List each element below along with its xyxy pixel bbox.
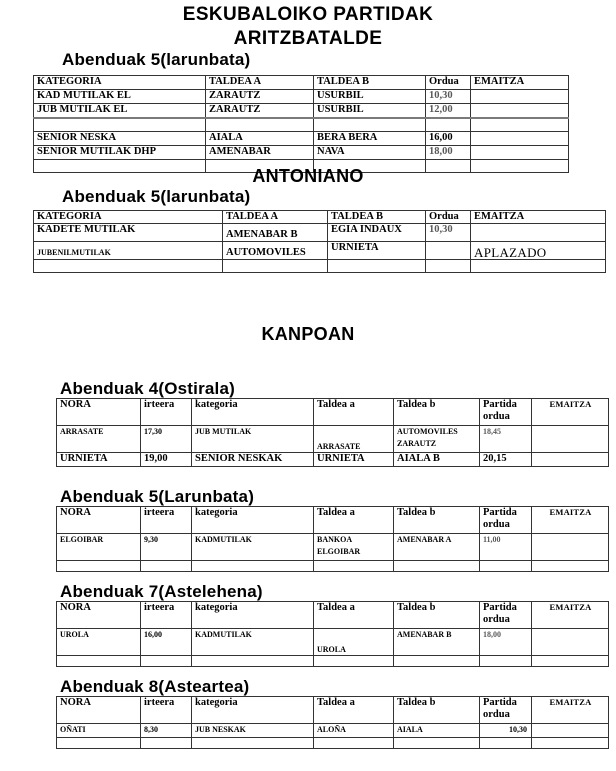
cell-emaitza [471, 90, 569, 104]
cell-taldea-a: AMENABAR [206, 146, 314, 160]
col-irteera: irteera [141, 507, 192, 534]
col-ordua: Ordua [426, 211, 471, 224]
cell-emaitza [471, 104, 569, 119]
table-spacer-row [34, 259, 606, 272]
table-row [34, 132, 569, 146]
col-kategoria: KATEGORIA [34, 211, 223, 224]
cell-taldea-a: AIALA [206, 132, 314, 146]
cell-taldea-a: BANKOA ELGOIBAR [314, 534, 394, 561]
cell-kategoria: JUB NESKAK [192, 724, 314, 738]
cell-taldea-a: ZARAUTZ [206, 90, 314, 104]
day-heading-aritzbatalde-abenduak5: Abenduak 5(larunbata) [62, 50, 251, 69]
col-kategoria: kategoria [192, 697, 314, 724]
cell-empty [328, 259, 426, 272]
table-row [57, 629, 609, 656]
cell-partida-ordua: 10,30 [480, 724, 532, 738]
day-heading-abenduak7: Abenduak 7(Astelehena) [60, 582, 263, 601]
cell-nora: OÑATI [57, 724, 141, 738]
col-taldea-b: TALDEA B [328, 211, 426, 224]
cell-ordua: 10,30 [426, 223, 471, 241]
cell-emaitza [532, 426, 609, 453]
cell-empty [532, 738, 609, 749]
cell-partida-ordua: 11,00 [480, 534, 532, 561]
cell-kategoria: JUB MUTILAK EL [34, 104, 206, 119]
cell-empty [480, 656, 532, 667]
document-title-line1: ESKUBALOIKO PARTIDAK [182, 4, 434, 25]
cell-ordua: 10,30 [426, 90, 471, 104]
table-row [34, 104, 569, 119]
cell-nora: ELGOIBAR [57, 534, 141, 561]
cell-empty [480, 738, 532, 749]
cell-empty [141, 561, 192, 572]
table-row [57, 453, 609, 467]
cell-empty [57, 656, 141, 667]
section-title-kanpoan: KANPOAN [261, 324, 355, 344]
away-table-abenduak4 [56, 398, 609, 467]
col-emaitza: EMAITZA [532, 399, 609, 426]
col-kategoria: kategoria [192, 602, 314, 629]
cell-kategoria: SENIOR MUTILAK DHP [34, 146, 206, 160]
cell-empty [394, 738, 480, 749]
cell-empty [192, 656, 314, 667]
day-heading-abenduak5-away: Abenduak 5(Larunbata) [60, 487, 255, 506]
col-taldea-b: Taldea b [394, 602, 480, 629]
table-header-row [34, 76, 569, 90]
cell-empty [141, 656, 192, 667]
col-nora: NORA [57, 507, 141, 534]
home-table-antoniano [33, 210, 606, 273]
venue-title-antoniano: ANTONIANO [252, 166, 364, 186]
day-heading-antoniano-abenduak5: Abenduak 5(larunbata) [62, 187, 251, 206]
cell-emaitza [532, 534, 609, 561]
document-page [0, 4, 616, 771]
cell-nora: UROLA [57, 629, 141, 656]
col-emaitza: EMAITZA [532, 602, 609, 629]
col-emaitza: EMAITZA [532, 507, 609, 534]
cell-emaitza [471, 223, 606, 241]
col-partida-ordua: Partida ordua [480, 399, 532, 426]
col-taldea-a: TALDEA A [206, 76, 314, 90]
col-irteera: irteera [141, 697, 192, 724]
away-table-abenduak5 [56, 506, 609, 572]
cell-emaitza [471, 132, 569, 146]
cell-kategoria: SENIOR NESKAK [192, 453, 314, 467]
col-emaitza: EMAITZA [532, 697, 609, 724]
table-row [34, 90, 569, 104]
cell-taldea-b: URNIETA [328, 241, 426, 259]
cell-taldea-b: AMENABAR A [394, 534, 480, 561]
cell-kategoria: JUB MUTILAK [192, 426, 314, 453]
cell-empty [206, 118, 314, 132]
table-spacer-row [57, 656, 609, 667]
cell-empty [314, 738, 394, 749]
table-header-row [57, 507, 609, 534]
table-header-row [57, 399, 609, 426]
cell-nora: ARRASATE [57, 426, 141, 453]
cell-irteera: 19,00 [141, 453, 192, 467]
col-kategoria: kategoria [192, 399, 314, 426]
table-spacer-row [34, 118, 569, 132]
cell-taldea-b: AMENABAR B [394, 629, 480, 656]
home-table-aritzbatalde [33, 75, 569, 173]
cell-empty [471, 259, 606, 272]
col-emaitza: EMAITZA [471, 76, 569, 90]
table-row [34, 146, 569, 160]
cell-irteera: 8,30 [141, 724, 192, 738]
col-taldea-b: Taldea b [394, 507, 480, 534]
col-partida-ordua: Partida ordua [480, 507, 532, 534]
cell-taldea-a: ARRASATE [314, 426, 394, 453]
day-heading-abenduak8: Abenduak 8(Asteartea) [60, 677, 250, 696]
col-taldea-a: Taldea a [314, 399, 394, 426]
col-nora: NORA [57, 602, 141, 629]
cell-emaitza [532, 629, 609, 656]
cell-taldea-b: NAVA [314, 146, 426, 160]
table-row [57, 426, 609, 453]
cell-empty [426, 118, 471, 132]
col-taldea-a: Taldea a [314, 507, 394, 534]
cell-ordua [426, 241, 471, 259]
cell-irteera: 16,00 [141, 629, 192, 656]
cell-emaitza [532, 724, 609, 738]
cell-emaitza: APLAZADO [471, 241, 606, 259]
cell-kategoria: KADMUTILAK [192, 534, 314, 561]
cell-empty [426, 259, 471, 272]
cell-partida-ordua: 18,45 [480, 426, 532, 453]
table-row [57, 724, 609, 738]
table-header-row [57, 697, 609, 724]
cell-empty [314, 118, 426, 132]
cell-taldea-a: ZARAUTZ [206, 104, 314, 119]
cell-kategoria: KAD MUTILAK EL [34, 90, 206, 104]
col-irteera: irteera [141, 399, 192, 426]
col-partida-ordua: Partida ordua [480, 697, 532, 724]
table-header-row [34, 211, 606, 224]
cell-emaitza [471, 146, 569, 160]
col-taldea-b: Taldea b [394, 697, 480, 724]
cell-empty [57, 561, 141, 572]
cell-ordua: 18,00 [426, 146, 471, 160]
cell-empty [480, 561, 532, 572]
col-kategoria: kategoria [192, 507, 314, 534]
cell-taldea-a: AMENABAR B [223, 223, 328, 241]
table-row [34, 223, 606, 241]
cell-empty [141, 738, 192, 749]
cell-irteera: 9,30 [141, 534, 192, 561]
cell-taldea-b: USURBIL [314, 90, 426, 104]
cell-empty [532, 656, 609, 667]
cell-kategoria: KADETE MUTILAK [34, 223, 223, 241]
col-taldea-a: Taldea a [314, 602, 394, 629]
cell-empty [394, 561, 480, 572]
cell-emaitza [532, 453, 609, 467]
cell-taldea-b: AUTOMOVILES ZARAUTZ [394, 426, 480, 453]
cell-empty [192, 561, 314, 572]
cell-empty [34, 259, 223, 272]
table-spacer-row [57, 738, 609, 749]
cell-empty [314, 561, 394, 572]
cell-empty [223, 259, 328, 272]
cell-taldea-b: EGIA INDAUX [328, 223, 426, 241]
away-table-abenduak7 [56, 601, 609, 667]
cell-kategoria: JUBENILMUTILAK [34, 241, 223, 259]
table-row [57, 534, 609, 561]
col-partida-ordua: Partida ordua [480, 602, 532, 629]
cell-nora: URNIETA [57, 453, 141, 467]
cell-kategoria: SENIOR NESKA [34, 132, 206, 146]
cell-irteera: 17,30 [141, 426, 192, 453]
cell-taldea-a: ALOÑA [314, 724, 394, 738]
table-header-row [57, 602, 609, 629]
col-taldea-a: TALDEA A [223, 211, 328, 224]
cell-taldea-b: AIALA [394, 724, 480, 738]
cell-taldea-a: URNIETA [314, 453, 394, 467]
cell-empty [471, 118, 569, 132]
away-table-abenduak8 [56, 696, 609, 749]
col-kategoria: KATEGORIA [34, 76, 206, 90]
table-spacer-row [57, 561, 609, 572]
col-taldea-a: Taldea a [314, 697, 394, 724]
col-irteera: irteera [141, 602, 192, 629]
cell-empty [57, 738, 141, 749]
col-taldea-b: TALDEA B [314, 76, 426, 90]
cell-empty [192, 738, 314, 749]
cell-taldea-b: AIALA B [394, 453, 480, 467]
cell-taldea-a: AUTOMOVILES [223, 241, 328, 259]
cell-ordua: 12,00 [426, 104, 471, 119]
day-heading-abenduak4: Abenduak 4(Ostirala) [60, 379, 235, 398]
cell-taldea-a: UROLA [314, 629, 394, 656]
cell-empty [34, 118, 206, 132]
table-row [34, 241, 606, 259]
col-ordua: Ordua [426, 76, 471, 90]
cell-taldea-b: USURBIL [314, 104, 426, 119]
col-taldea-b: Taldea b [394, 399, 480, 426]
cell-kategoria: KADMUTILAK [192, 629, 314, 656]
cell-empty [532, 561, 609, 572]
col-nora: NORA [57, 697, 141, 724]
cell-partida-ordua: 20,15 [480, 453, 532, 467]
cell-taldea-b: BERA BERA [314, 132, 426, 146]
document-title-line2: ARITZBATALDE [233, 28, 383, 49]
cell-empty [394, 656, 480, 667]
col-nora: NORA [57, 399, 141, 426]
cell-ordua: 16,00 [426, 132, 471, 146]
cell-partida-ordua: 18,00 [480, 629, 532, 656]
cell-empty [314, 656, 394, 667]
col-emaitza: EMAITZA [471, 211, 606, 224]
